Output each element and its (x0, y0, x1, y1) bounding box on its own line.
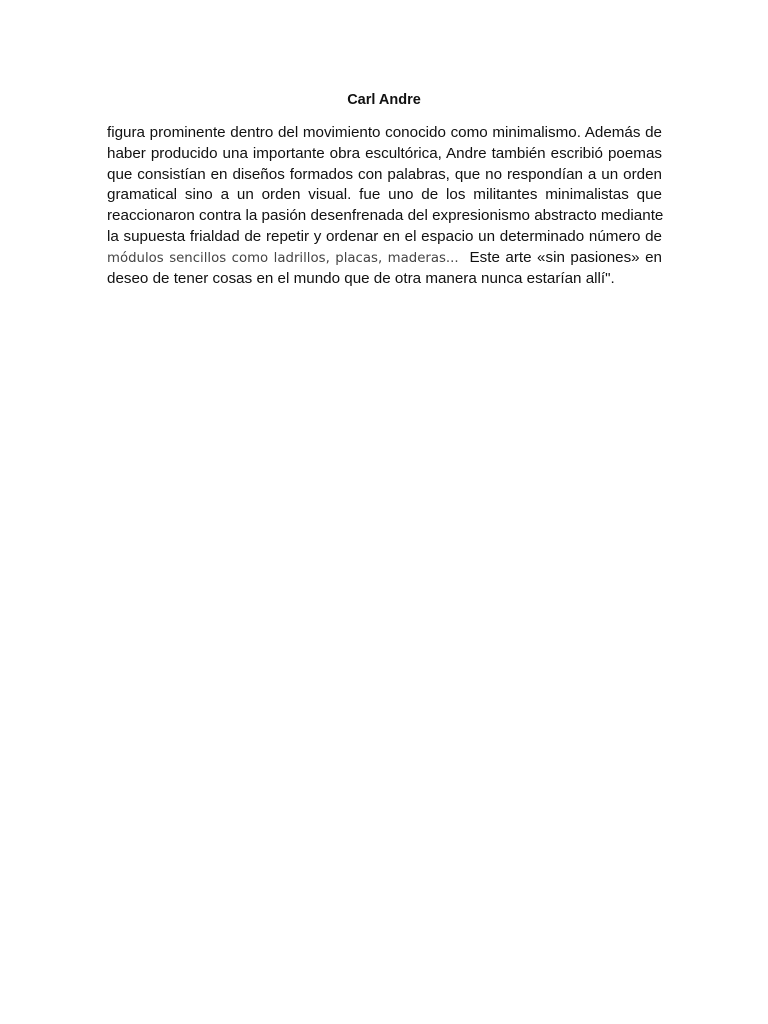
body-line: que consistían en diseños formados con palabras, que no respondían a un orden (107, 165, 662, 183)
inserted-text: módulos sencillos como ladrillos, placas, maderas... (107, 250, 459, 266)
document-body (107, 123, 662, 289)
body-line: deseo de tener cosas en el mundo que de otra manera nunca estarían allí". (107, 269, 615, 287)
document-title: Carl Andre (347, 92, 421, 108)
body-line: haber producido una importante obra escultórica, Andre también escribió poemas (107, 144, 662, 162)
body-line-rest: Este arte «sin pasiones» en (469, 248, 662, 266)
body-line: reaccionaron contra la pasión desenfrenada del expresionismo abstracto mediante (107, 207, 664, 225)
body-line: la supuesta frialdad de repetir y ordenar en el espacio un determinado número de (107, 227, 662, 245)
body-line-mixed (107, 248, 662, 269)
body-line: figura prominente dentro del movimiento conocido como minimalismo. Además de (107, 124, 662, 141)
body-line: gramatical sino a un orden visual. fue uno de los militantes minimalistas que (107, 186, 662, 204)
